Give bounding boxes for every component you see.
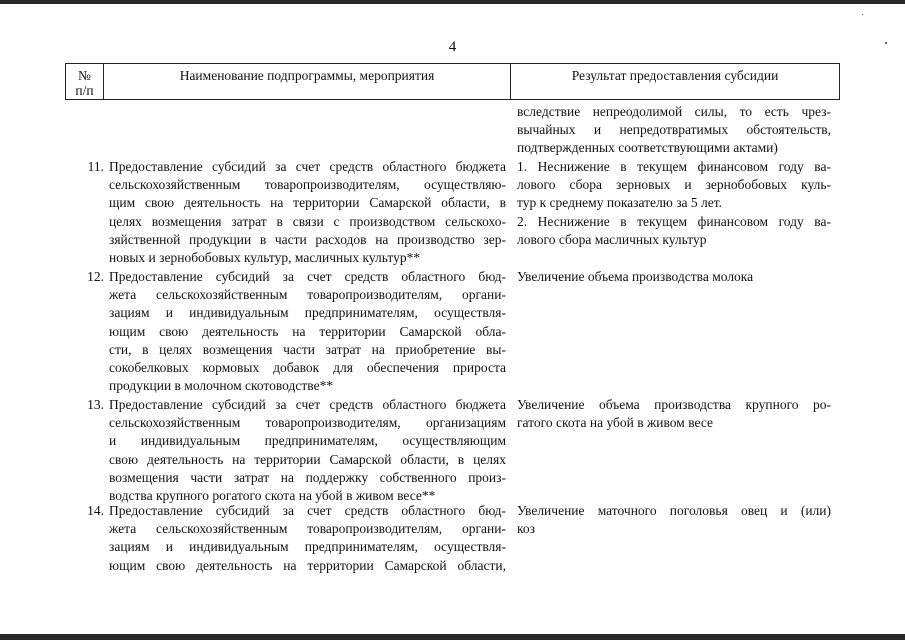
row-result-text [517,268,831,286]
text-line: лового сбора зерновых и зернобобовых куль- [517,177,831,193]
text-line: сокобелковых кормовых добавок для обеспечения прироста [109,360,506,376]
scan-top-edge [0,0,905,4]
text-line: продукции в молочном скотоводстве** [109,378,334,394]
row-name-text [109,268,506,395]
row-number: 13. [87,397,104,412]
header-name-column: Наименование подпрограммы, мероприятия [104,64,511,99]
row-name-text [109,158,506,267]
text-line: зациям и индивидуальным предпринимателям, осуществля- [109,539,506,555]
text-line: сельскохозяйственным товаропроизводителям, осуществляю- [109,177,506,193]
scan-speck [862,14,863,15]
text-line: ющим свою деятельность на территории Самарской области, [109,557,506,573]
text-line: вычайных и непредотвратимых обстоятельств, [517,122,831,138]
text-line: целях возмещения затрат в связи с производством сельскохо- [109,213,506,229]
row-number: 11. [87,159,104,174]
row-result-text [517,158,831,249]
text-line: Увеличение маточного поголовья овец и (или) [517,503,831,518]
text-line: новых и зернобобовых культур, масличных культур** [109,250,421,266]
text-line: Предоставление субсидий за счет средств областного бюд- [109,503,506,518]
row-name-text [109,396,506,505]
text-line: Предоставление субсидий за счет средств областного бюд- [109,269,506,284]
scan-bottom-edge [0,634,905,640]
text-line: Предоставление субсидий за счет средств областного бюджета [109,159,506,174]
text-line: и индивидуальным предпринимателям, осуществляющим [109,433,506,449]
text-line: щим свою деятельность на территории Самарской области, в [109,195,506,211]
text-line: сти, в целях возмещения части затрат на приобретение вы- [109,341,506,357]
text-line: вследствие непреодолимой силы, то есть чрез- [517,104,831,119]
text-line: лового сбора масличных культур [517,231,707,247]
header-number-line: № [78,68,91,83]
row-result-text [517,502,831,538]
row-number: 14. [87,503,104,518]
row-result-text [517,103,831,158]
text-line: Увеличение объема производства крупного ро- [517,397,831,412]
text-line: 1. Неснижение в текущем финансовом году ва- [517,159,831,174]
text-line: 2. Неснижение в текущем финансовом году ва- [517,213,831,229]
text-line: водства крупного рогатого скота на убой в живом весе** [109,488,436,504]
text-line: ющим свою деятельность на территории Самарской обла- [109,323,506,339]
row-name-text [109,502,506,575]
text-line: зациям и индивидуальным предпринимателям, осуществля- [109,305,506,321]
page-number: 4 [448,39,457,55]
text-line: подтвержденных соответствующими актами) [517,140,778,156]
text-line: зяйственной продукции в части расходов на производство зер- [109,231,506,247]
text-line: жета сельскохозяйственным товаропроизводителям, органи- [109,287,506,303]
text-line: Увеличение объема производства молока [517,269,754,284]
text-line: гатого скота на убой в живом весе [517,415,713,431]
text-line: сельскохозяйственным товаропроизводителям, организациям [109,415,506,431]
text-line: коз [517,521,535,537]
text-line: Предоставление субсидий за счет средств областного бюджета [109,397,506,412]
header-number-line: п/п [75,83,94,98]
text-line: жета сельскохозяйственным товаропроизводителям, органи- [109,521,506,537]
header-number-column [66,64,104,99]
text-line: тур к среднему показателю за 5 лет. [517,195,723,211]
row-number: 12. [87,269,104,284]
text-line: свою деятельность на территории Самарской области, в целях [109,451,506,467]
table-header [65,63,840,100]
row-result-text [517,396,831,432]
header-result-column: Результат предоставления субсидии [571,68,779,83]
text-line: возмещения части затрат на поддержку собственного произ- [109,469,506,485]
